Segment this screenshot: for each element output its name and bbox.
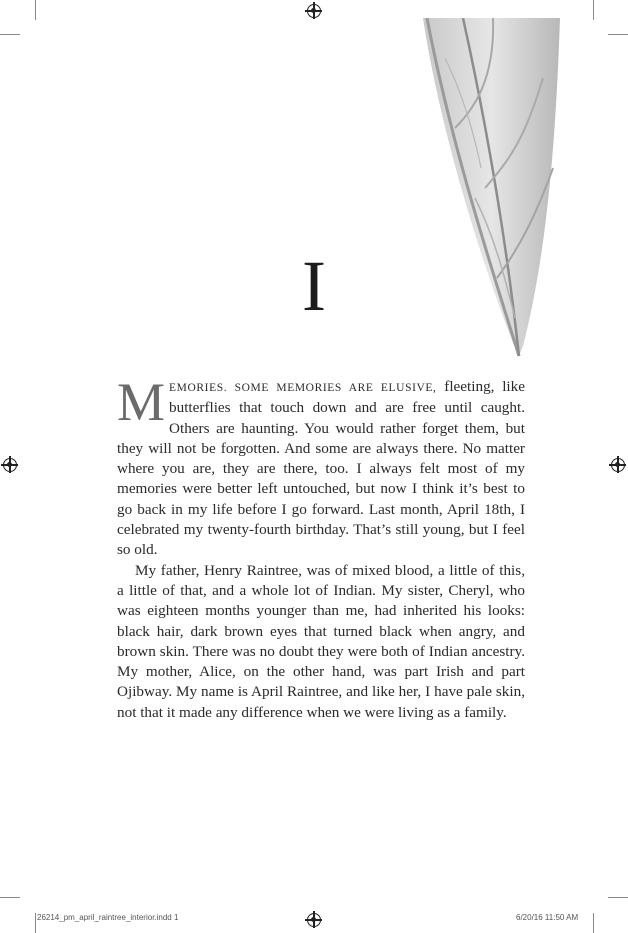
crop-mark-top-right-v bbox=[593, 0, 594, 20]
paragraph-1 bbox=[117, 372, 525, 561]
registration-mark-right-icon bbox=[611, 458, 625, 472]
crop-mark-bottom-left-v bbox=[35, 913, 36, 933]
chapter-body-text bbox=[117, 372, 525, 723]
registration-mark-left-icon bbox=[3, 458, 17, 472]
crop-mark-top-left-h bbox=[0, 34, 20, 35]
drop-cap: M bbox=[117, 372, 166, 432]
slug-filename: 26214_pm_april_raintree_interior.indd 1 bbox=[37, 913, 179, 922]
crop-mark-bottom-right-v bbox=[593, 913, 594, 933]
paragraph-1-text: fleeting, like butterflies that touch down and are free until caught. Others are haunting. You would rather forget them, but they will not be forgotten. And some are always there. No matter where you are, they are there, too. I always felt most of my memories were better left untouched, but now I think it’s best to go back in my life before I go forward. Last month, April 18th, I celebrated my twenty-fourth birthday. That’s still young, but I feel so old. bbox=[117, 378, 525, 559]
crop-mark-top-left-v bbox=[35, 0, 36, 20]
slug-timestamp: 6/20/16 11:50 AM bbox=[516, 913, 579, 922]
crop-mark-bottom-left-h bbox=[0, 897, 20, 898]
chapter-number: I bbox=[302, 246, 326, 326]
lead-in-smallcaps: EMORIES. SOME MEMORIES ARE ELUSIVE, bbox=[169, 382, 437, 394]
registration-mark-bottom-icon bbox=[307, 913, 321, 927]
paragraph-2: My father, Henry Raintree, was of mixed blood, a little of this, a little of that, and a whole lot of Indian. My sister, Cheryl, who was eighteen months younger than me, had inherited his looks: black hair, dark brown eyes that turned black when angry, and brown skin. There was no doubt they were both of Indian ancestry. My mother, Alice, on the other hand, was part Irish and part Ojibway. My name is April Raintree, and like her, I have pale skin, not that it made any difference when we were living as a family. bbox=[117, 561, 525, 721]
crop-mark-top-right-h bbox=[608, 34, 628, 35]
crop-mark-bottom-right-h bbox=[608, 897, 628, 898]
registration-mark-top-icon bbox=[307, 4, 321, 18]
